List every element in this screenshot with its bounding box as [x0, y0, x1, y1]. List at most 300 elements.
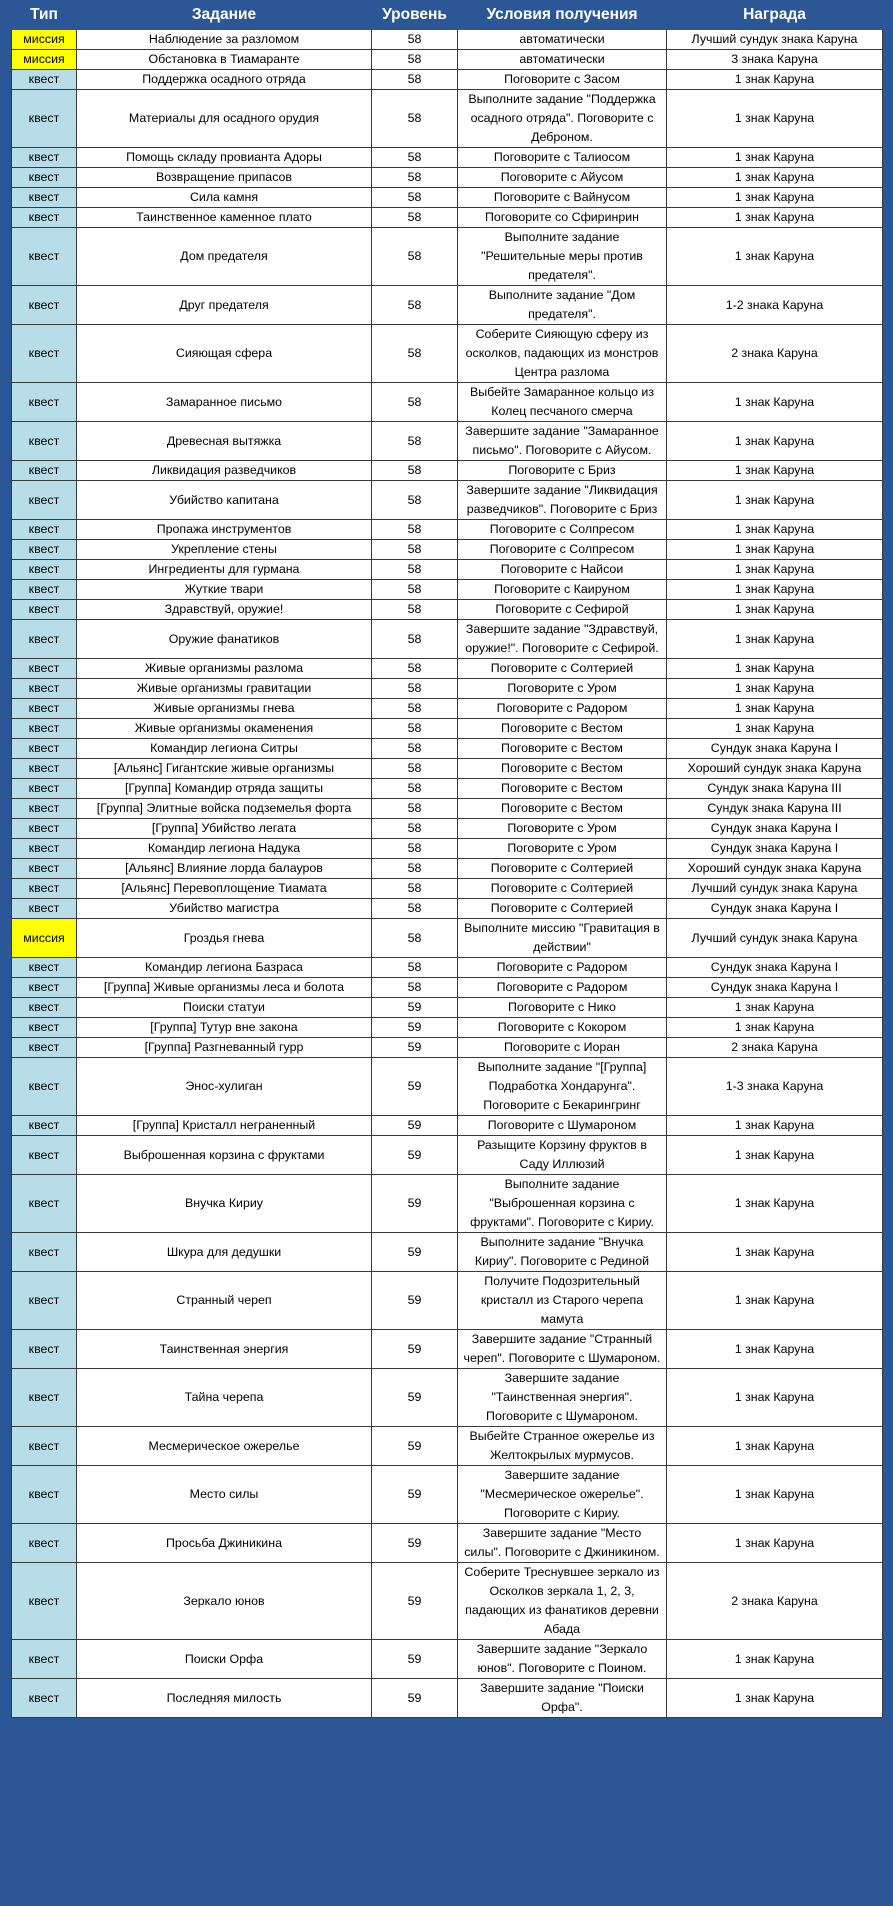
- cell-task: Зеркало юнов: [77, 1563, 372, 1640]
- table-body: [12, 30, 883, 1718]
- table-row: [12, 1330, 883, 1369]
- table-row: [12, 998, 883, 1018]
- cell-task: Командир легиона Надука: [77, 839, 372, 859]
- cell-task: [Группа] Разгневанный гурр: [77, 1038, 372, 1058]
- cell-condition: Завершите задание "Месмерическое ожерелье". Поговорите с Кириу.: [458, 1466, 667, 1524]
- cell-reward: 1 знак Каруна: [667, 168, 883, 188]
- cell-condition: Выполните задание "Поддержка осадного отряда". Поговорите с Деброном.: [458, 90, 667, 148]
- cell-level: 58: [372, 620, 458, 659]
- cell-type: квест: [12, 899, 77, 919]
- cell-condition: Поговорите с Иоран: [458, 1038, 667, 1058]
- cell-reward: 1 знак Каруна: [667, 1466, 883, 1524]
- cell-level: 59: [372, 1466, 458, 1524]
- cell-level: 58: [372, 600, 458, 620]
- cell-reward: 1 знак Каруна: [667, 1116, 883, 1136]
- cell-reward: Сундук знака Каруна I: [667, 978, 883, 998]
- cell-task: Пропажа инструментов: [77, 520, 372, 540]
- cell-level: 58: [372, 958, 458, 978]
- cell-reward: 1 знак Каруна: [667, 580, 883, 600]
- table-row: [12, 1175, 883, 1233]
- cell-type: квест: [12, 1018, 77, 1038]
- cell-type: квест: [12, 1369, 77, 1427]
- cell-reward: Сундук знака Каруна I: [667, 819, 883, 839]
- table-row: [12, 1679, 883, 1718]
- cell-task: Поиски Орфа: [77, 1640, 372, 1679]
- cell-reward: 1-3 знака Каруна: [667, 1058, 883, 1116]
- table-row: [12, 188, 883, 208]
- cell-type: квест: [12, 1136, 77, 1175]
- table-row: [12, 286, 883, 325]
- table-row: [12, 839, 883, 859]
- cell-condition: Поговорите с Уром: [458, 679, 667, 699]
- table-row: [12, 1058, 883, 1116]
- cell-type: квест: [12, 325, 77, 383]
- cell-type: квест: [12, 383, 77, 422]
- cell-level: 58: [372, 919, 458, 958]
- table-row: [12, 859, 883, 879]
- cell-level: 58: [372, 228, 458, 286]
- cell-condition: Поговорите с Шумароном: [458, 1116, 667, 1136]
- cell-type: квест: [12, 560, 77, 580]
- cell-level: 58: [372, 286, 458, 325]
- cell-reward: 1 знак Каруна: [667, 148, 883, 168]
- cell-condition: Соберите Треснувшее зеркало из Осколков зеркала 1, 2, 3, падающих из фанатиков деревни Абада: [458, 1563, 667, 1640]
- header-reward: Награда: [667, 1, 883, 30]
- cell-reward: 3 знака Каруна: [667, 50, 883, 70]
- table-row: [12, 325, 883, 383]
- table-row: [12, 899, 883, 919]
- cell-condition: Поговорите с Радором: [458, 699, 667, 719]
- cell-type: квест: [12, 1272, 77, 1330]
- header-level: Уровень: [372, 1, 458, 30]
- cell-type: квест: [12, 520, 77, 540]
- cell-level: 59: [372, 1038, 458, 1058]
- cell-reward: 1 знак Каруна: [667, 1136, 883, 1175]
- table-row: [12, 1038, 883, 1058]
- cell-type: квест: [12, 699, 77, 719]
- header-type: Тип: [12, 1, 77, 30]
- cell-level: 59: [372, 1272, 458, 1330]
- cell-task: Шкура для дедушки: [77, 1233, 372, 1272]
- cell-reward: 1 знак Каруна: [667, 228, 883, 286]
- cell-condition: Поговорите с Вестом: [458, 779, 667, 799]
- cell-task: Энос-хулиган: [77, 1058, 372, 1116]
- cell-reward: 1 знак Каруна: [667, 1233, 883, 1272]
- cell-level: 59: [372, 1058, 458, 1116]
- cell-reward: 1-2 знака Каруна: [667, 286, 883, 325]
- cell-condition: Выполните задание "[Группа] Подработка Хондарунга". Поговорите с Бекарингринг: [458, 1058, 667, 1116]
- table-row: [12, 659, 883, 679]
- cell-condition: Выбейте Странное ожерелье из Желтокрылых мурмусов.: [458, 1427, 667, 1466]
- cell-level: 58: [372, 188, 458, 208]
- cell-type: квест: [12, 148, 77, 168]
- cell-level: 59: [372, 1640, 458, 1679]
- cell-condition: Поговорите с Каируном: [458, 580, 667, 600]
- cell-type: квест: [12, 958, 77, 978]
- cell-type: миссия: [12, 50, 77, 70]
- cell-condition: Поговорите с Бриз: [458, 461, 667, 481]
- table-row: [12, 1272, 883, 1330]
- cell-reward: 1 знак Каруна: [667, 1272, 883, 1330]
- cell-task: Месмерическое ожерелье: [77, 1427, 372, 1466]
- table-row: [12, 1136, 883, 1175]
- cell-condition: Поговорите с Солтерией: [458, 879, 667, 899]
- table-row: [12, 383, 883, 422]
- cell-condition: Поговорите с Уром: [458, 819, 667, 839]
- cell-condition: Поговорите с Солтерией: [458, 899, 667, 919]
- cell-condition: Поговорите с Сефирой: [458, 600, 667, 620]
- cell-condition: Поговорите с Солпресом: [458, 520, 667, 540]
- cell-level: 59: [372, 1116, 458, 1136]
- cell-reward: 1 знак Каруна: [667, 540, 883, 560]
- cell-reward: 2 знака Каруна: [667, 1038, 883, 1058]
- table-row: [12, 580, 883, 600]
- cell-reward: 1 знак Каруна: [667, 70, 883, 90]
- cell-reward: Хороший сундук знака Каруна: [667, 759, 883, 779]
- cell-condition: Поговорите с Найсои: [458, 560, 667, 580]
- cell-condition: Завершите задание "Поиски Орфа".: [458, 1679, 667, 1718]
- cell-type: квест: [12, 719, 77, 739]
- cell-task: [Группа] Живые организмы леса и болота: [77, 978, 372, 998]
- cell-condition: Поговорите с Вестом: [458, 739, 667, 759]
- cell-level: 58: [372, 208, 458, 228]
- cell-reward: 1 знак Каруна: [667, 679, 883, 699]
- cell-condition: Выбейте Замаранное кольцо из Колец песчаного смерча: [458, 383, 667, 422]
- cell-type: квест: [12, 620, 77, 659]
- cell-level: 58: [372, 422, 458, 461]
- cell-condition: Поговорите с Кокором: [458, 1018, 667, 1038]
- cell-level: 58: [372, 168, 458, 188]
- cell-type: квест: [12, 779, 77, 799]
- cell-reward: 1 знак Каруна: [667, 600, 883, 620]
- table-row: [12, 1369, 883, 1427]
- table-row: [12, 70, 883, 90]
- cell-condition: Разыщите Корзину фруктов в Саду Иллюзий: [458, 1136, 667, 1175]
- cell-type: миссия: [12, 919, 77, 958]
- table-row: [12, 779, 883, 799]
- cell-reward: Хороший сундук знака Каруна: [667, 859, 883, 879]
- cell-type: квест: [12, 422, 77, 461]
- cell-reward: 1 знак Каруна: [667, 383, 883, 422]
- cell-condition: Выполните задание "Решительные меры против предателя".: [458, 228, 667, 286]
- cell-type: квест: [12, 540, 77, 560]
- cell-level: 58: [372, 839, 458, 859]
- cell-task: Таинственная энергия: [77, 1330, 372, 1369]
- cell-type: квест: [12, 839, 77, 859]
- cell-reward: 1 знак Каруна: [667, 1640, 883, 1679]
- table-row: [12, 879, 883, 899]
- cell-type: квест: [12, 739, 77, 759]
- cell-condition: Поговорите с Вестом: [458, 719, 667, 739]
- cell-task: Ликвидация разведчиков: [77, 461, 372, 481]
- cell-level: 59: [372, 1136, 458, 1175]
- cell-reward: 1 знак Каруна: [667, 520, 883, 540]
- cell-condition: Соберите Сияющую сферу из осколков, падающих из монстров Центра разлома: [458, 325, 667, 383]
- cell-type: квест: [12, 1427, 77, 1466]
- cell-reward: Сундук знака Каруна III: [667, 779, 883, 799]
- cell-type: квест: [12, 188, 77, 208]
- cell-reward: 1 знак Каруна: [667, 481, 883, 520]
- cell-condition: Выполните задание "Выброшенная корзина с фруктами". Поговорите с Кириу.: [458, 1175, 667, 1233]
- table-row: [12, 719, 883, 739]
- table-row: [12, 520, 883, 540]
- cell-task: Живые организмы гнева: [77, 699, 372, 719]
- table-row: [12, 1563, 883, 1640]
- cell-reward: 1 знак Каруна: [667, 699, 883, 719]
- cell-task: Выброшенная корзина с фруктами: [77, 1136, 372, 1175]
- cell-level: 58: [372, 719, 458, 739]
- cell-reward: 1 знак Каруна: [667, 1018, 883, 1038]
- cell-reward: 1 знак Каруна: [667, 998, 883, 1018]
- cell-reward: 1 знак Каруна: [667, 1175, 883, 1233]
- cell-task: Материалы для осадного орудия: [77, 90, 372, 148]
- cell-task: Оружие фанатиков: [77, 620, 372, 659]
- cell-level: 58: [372, 520, 458, 540]
- cell-task: Место силы: [77, 1466, 372, 1524]
- cell-reward: 1 знак Каруна: [667, 1427, 883, 1466]
- cell-reward: 1 знак Каруна: [667, 461, 883, 481]
- cell-condition: Поговорите с Засом: [458, 70, 667, 90]
- cell-task: Живые организмы окаменения: [77, 719, 372, 739]
- cell-task: Возвращение припасов: [77, 168, 372, 188]
- cell-reward: 1 знак Каруна: [667, 1369, 883, 1427]
- table-row: [12, 600, 883, 620]
- cell-task: Замаранное письмо: [77, 383, 372, 422]
- cell-reward: Лучший сундук знака Каруна: [667, 30, 883, 50]
- table-row: [12, 1427, 883, 1466]
- cell-reward: 1 знак Каруна: [667, 208, 883, 228]
- cell-reward: 1 знак Каруна: [667, 188, 883, 208]
- table-row: [12, 679, 883, 699]
- cell-level: 59: [372, 1233, 458, 1272]
- cell-type: квест: [12, 168, 77, 188]
- cell-level: 59: [372, 1563, 458, 1640]
- cell-type: квест: [12, 481, 77, 520]
- cell-task: Ингредиенты для гурмана: [77, 560, 372, 580]
- cell-type: квест: [12, 1116, 77, 1136]
- cell-reward: Сундук знака Каруна I: [667, 839, 883, 859]
- cell-level: 58: [372, 148, 458, 168]
- cell-task: Здравствуй, оружие!: [77, 600, 372, 620]
- cell-condition: автоматически: [458, 30, 667, 50]
- cell-reward: Сундук знака Каруна III: [667, 799, 883, 819]
- cell-task: Живые организмы гравитации: [77, 679, 372, 699]
- cell-reward: 1 знак Каруна: [667, 422, 883, 461]
- cell-condition: Выполните задание "Дом предателя".: [458, 286, 667, 325]
- cell-level: 58: [372, 70, 458, 90]
- cell-condition: Поговорите с Нико: [458, 998, 667, 1018]
- table-row: [12, 819, 883, 839]
- cell-condition: Поговорите с Радором: [458, 978, 667, 998]
- cell-task: Древесная вытяжка: [77, 422, 372, 461]
- cell-task: Странный череп: [77, 1272, 372, 1330]
- cell-task: [Группа] Элитные войска подземелья форта: [77, 799, 372, 819]
- table-row: [12, 50, 883, 70]
- table-row: [12, 699, 883, 719]
- cell-reward: 1 знак Каруна: [667, 1679, 883, 1718]
- cell-level: 58: [372, 461, 458, 481]
- table-row: [12, 228, 883, 286]
- cell-task: Последняя милость: [77, 1679, 372, 1718]
- cell-task: Наблюдение за разломом: [77, 30, 372, 50]
- cell-type: квест: [12, 1330, 77, 1369]
- table-row: [12, 739, 883, 759]
- cell-type: квест: [12, 659, 77, 679]
- table-row: [12, 208, 883, 228]
- cell-type: квест: [12, 1466, 77, 1524]
- cell-type: квест: [12, 580, 77, 600]
- table-row: [12, 560, 883, 580]
- table-row: [12, 422, 883, 461]
- cell-task: [Альянс] Гигантские живые организмы: [77, 759, 372, 779]
- cell-level: 58: [372, 30, 458, 50]
- table-row: [12, 759, 883, 779]
- cell-task: Убийство магистра: [77, 899, 372, 919]
- cell-condition: Поговорите с Солтерией: [458, 859, 667, 879]
- table-row: [12, 919, 883, 958]
- cell-type: квест: [12, 208, 77, 228]
- cell-task: Обстановка в Тиамаранте: [77, 50, 372, 70]
- table-row: [12, 1018, 883, 1038]
- cell-task: Убийство капитана: [77, 481, 372, 520]
- cell-level: 58: [372, 481, 458, 520]
- cell-level: 58: [372, 759, 458, 779]
- cell-condition: Поговорите с Солпресом: [458, 540, 667, 560]
- cell-condition: Завершите задание "Ликвидация разведчиков". Поговорите с Бриз: [458, 481, 667, 520]
- table-row: [12, 1233, 883, 1272]
- cell-task: Помощь складу провианта Адоры: [77, 148, 372, 168]
- table-row: [12, 799, 883, 819]
- cell-task: [Группа] Убийство легата: [77, 819, 372, 839]
- cell-reward: 2 знака Каруна: [667, 325, 883, 383]
- cell-level: 58: [372, 899, 458, 919]
- cell-type: квест: [12, 600, 77, 620]
- cell-type: квест: [12, 679, 77, 699]
- cell-task: Гроздья гнева: [77, 919, 372, 958]
- cell-type: квест: [12, 819, 77, 839]
- cell-task: Сила камня: [77, 188, 372, 208]
- cell-type: квест: [12, 1524, 77, 1563]
- table-row: [12, 540, 883, 560]
- cell-type: квест: [12, 879, 77, 899]
- cell-type: миссия: [12, 30, 77, 50]
- table-row: [12, 168, 883, 188]
- table-row: [12, 978, 883, 998]
- cell-level: 59: [372, 1427, 458, 1466]
- cell-type: квест: [12, 228, 77, 286]
- header-task: Задание: [77, 1, 372, 30]
- cell-reward: 1 знак Каруна: [667, 1330, 883, 1369]
- cell-reward: 1 знак Каруна: [667, 719, 883, 739]
- cell-reward: Лучший сундук знака Каруна: [667, 879, 883, 899]
- cell-level: 58: [372, 739, 458, 759]
- cell-condition: Завершите задание "Зеркало юнов". Поговорите с Поином.: [458, 1640, 667, 1679]
- cell-task: Командир легиона Ситры: [77, 739, 372, 759]
- cell-level: 58: [372, 383, 458, 422]
- cell-level: 58: [372, 560, 458, 580]
- cell-condition: Поговорите с Вестом: [458, 799, 667, 819]
- cell-level: 59: [372, 998, 458, 1018]
- cell-task: Укрепление стены: [77, 540, 372, 560]
- cell-reward: Сундук знака Каруна I: [667, 739, 883, 759]
- cell-level: 59: [372, 1175, 458, 1233]
- cell-type: квест: [12, 1679, 77, 1718]
- cell-reward: 1 знак Каруна: [667, 560, 883, 580]
- cell-condition: Завершите задание "Странный череп". Поговорите с Шумароном.: [458, 1330, 667, 1369]
- cell-condition: Выполните миссию "Гравитация в действии": [458, 919, 667, 958]
- cell-type: квест: [12, 286, 77, 325]
- cell-reward: 1 знак Каруна: [667, 659, 883, 679]
- cell-type: квест: [12, 1058, 77, 1116]
- cell-level: 59: [372, 1018, 458, 1038]
- cell-reward: 2 знака Каруна: [667, 1563, 883, 1640]
- cell-level: 58: [372, 879, 458, 899]
- cell-condition: Выполните задание "Внучка Кириу". Поговорите с Рединой: [458, 1233, 667, 1272]
- cell-type: квест: [12, 1640, 77, 1679]
- cell-type: квест: [12, 759, 77, 779]
- cell-level: 58: [372, 580, 458, 600]
- cell-condition: Поговорите с Солтерией: [458, 659, 667, 679]
- cell-reward: Сундук знака Каруна I: [667, 899, 883, 919]
- cell-condition: Поговорите с Талиосом: [458, 148, 667, 168]
- cell-type: квест: [12, 859, 77, 879]
- quest-table: [11, 0, 883, 1718]
- cell-type: квест: [12, 998, 77, 1018]
- cell-level: 59: [372, 1524, 458, 1563]
- cell-type: квест: [12, 1233, 77, 1272]
- cell-level: 58: [372, 540, 458, 560]
- cell-task: Внучка Кириу: [77, 1175, 372, 1233]
- cell-condition: Завершите задание "Место силы". Поговорите с Джиникином.: [458, 1524, 667, 1563]
- table-row: [12, 1640, 883, 1679]
- cell-task: Друг предателя: [77, 286, 372, 325]
- cell-condition: Поговорите с Уром: [458, 839, 667, 859]
- cell-condition: автоматически: [458, 50, 667, 70]
- cell-task: Жуткие твари: [77, 580, 372, 600]
- cell-task: [Группа] Командир отряда защиты: [77, 779, 372, 799]
- cell-type: квест: [12, 978, 77, 998]
- cell-condition: Поговорите с Вайнусом: [458, 188, 667, 208]
- cell-level: 58: [372, 90, 458, 148]
- cell-task: Дом предателя: [77, 228, 372, 286]
- cell-level: 58: [372, 859, 458, 879]
- cell-condition: Поговорите с Айусом: [458, 168, 667, 188]
- table-row: [12, 1116, 883, 1136]
- quest-table-container: [11, 0, 882, 1906]
- table-row: [12, 461, 883, 481]
- cell-level: 58: [372, 799, 458, 819]
- cell-task: Поддержка осадного отряда: [77, 70, 372, 90]
- cell-level: 59: [372, 1679, 458, 1718]
- cell-type: квест: [12, 70, 77, 90]
- cell-condition: Поговорите с Радором: [458, 958, 667, 978]
- table-row: [12, 958, 883, 978]
- cell-condition: Завершите задание "Таинственная энергия". Поговорите с Шумароном.: [458, 1369, 667, 1427]
- cell-task: Тайна черепа: [77, 1369, 372, 1427]
- cell-reward: 1 знак Каруна: [667, 620, 883, 659]
- table-row: [12, 30, 883, 50]
- header-condition: Условия получения: [458, 1, 667, 30]
- cell-type: квест: [12, 1038, 77, 1058]
- cell-reward: 1 знак Каруна: [667, 90, 883, 148]
- cell-condition: Получите Подозрительный кристалл из Старого черепа мамута: [458, 1272, 667, 1330]
- cell-type: квест: [12, 461, 77, 481]
- cell-type: квест: [12, 799, 77, 819]
- cell-task: [Группа] Кристалл неграненный: [77, 1116, 372, 1136]
- cell-condition: Завершите задание "Здравствуй, оружие!". Поговорите с Сефирой.: [458, 620, 667, 659]
- table-row: [12, 90, 883, 148]
- cell-task: [Группа] Тутур вне закона: [77, 1018, 372, 1038]
